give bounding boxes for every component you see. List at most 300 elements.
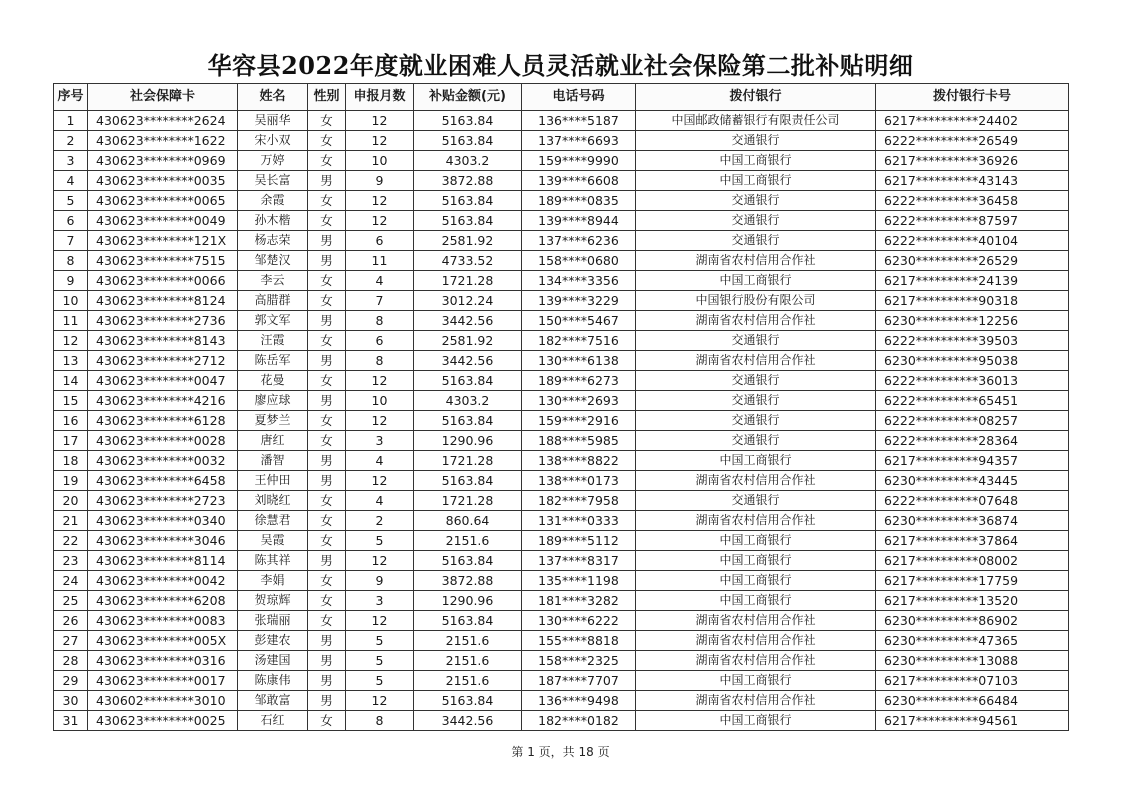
- cell-bank-card: 6230**********12256: [876, 311, 1069, 331]
- cell-social-card: 430623********0028: [88, 431, 238, 451]
- cell-amount: 5163.84: [414, 371, 522, 391]
- cell-phone: 137****8317: [522, 551, 636, 571]
- cell-bank-card: 6222**********36013: [876, 371, 1069, 391]
- cell-bank: 湖南省农村信用合作社: [636, 691, 876, 711]
- cell-phone: 159****9990: [522, 151, 636, 171]
- cell-phone: 159****2916: [522, 411, 636, 431]
- cell-bank: 交通银行: [636, 371, 876, 391]
- cell-months: 4: [346, 271, 414, 291]
- cell-phone: 150****5467: [522, 311, 636, 331]
- cell-bank-card: 6230**********43445: [876, 471, 1069, 491]
- cell-gender: 女: [308, 571, 346, 591]
- table-row: [54, 211, 1069, 231]
- cell-bank-card: 6230**********47365: [876, 631, 1069, 651]
- table-row: [54, 331, 1069, 351]
- cell-bank: 交通银行: [636, 431, 876, 451]
- header-index: 序号: [54, 84, 88, 111]
- header-social-card: 社会保障卡: [88, 84, 238, 111]
- cell-social-card: 430623********0025: [88, 711, 238, 731]
- table-row: [54, 231, 1069, 251]
- cell-amount: 4303.2: [414, 151, 522, 171]
- cell-months: 8: [346, 311, 414, 331]
- cell-name: 吴长富: [238, 171, 308, 191]
- cell-gender: 男: [308, 451, 346, 471]
- cell-name: 邹楚汉: [238, 251, 308, 271]
- cell-amount: 5163.84: [414, 691, 522, 711]
- cell-bank: 交通银行: [636, 411, 876, 431]
- table-row: [54, 571, 1069, 591]
- header-months: 申报月数: [346, 84, 414, 111]
- cell-social-card: 430623********8143: [88, 331, 238, 351]
- cell-index: 11: [54, 311, 88, 331]
- table-row: [54, 711, 1069, 731]
- cell-social-card: 430623********121X: [88, 231, 238, 251]
- cell-index: 9: [54, 271, 88, 291]
- cell-index: 27: [54, 631, 88, 651]
- header-bank: 拨付银行: [636, 84, 876, 111]
- cell-phone: 189****6273: [522, 371, 636, 391]
- cell-bank: 湖南省农村信用合作社: [636, 611, 876, 631]
- cell-months: 12: [346, 691, 414, 711]
- cell-gender: 男: [308, 391, 346, 411]
- table-row: [54, 691, 1069, 711]
- cell-amount: 1721.28: [414, 451, 522, 471]
- cell-amount: 2151.6: [414, 671, 522, 691]
- cell-gender: 男: [308, 171, 346, 191]
- cell-bank-card: 6217**********94357: [876, 451, 1069, 471]
- table-row: [54, 491, 1069, 511]
- cell-bank-card: 6230**********66484: [876, 691, 1069, 711]
- cell-name: 孙木楷: [238, 211, 308, 231]
- cell-social-card: 430623********8124: [88, 291, 238, 311]
- cell-amount: 3012.24: [414, 291, 522, 311]
- cell-gender: 女: [308, 711, 346, 731]
- cell-months: 5: [346, 631, 414, 651]
- cell-name: 张瑞丽: [238, 611, 308, 631]
- cell-index: 1: [54, 111, 88, 131]
- cell-name: 陈其祥: [238, 551, 308, 571]
- cell-index: 14: [54, 371, 88, 391]
- cell-name: 徐慧君: [238, 511, 308, 531]
- table-row: [54, 351, 1069, 371]
- cell-index: 5: [54, 191, 88, 211]
- cell-name: 贺琼辉: [238, 591, 308, 611]
- cell-bank-card: 6217**********13520: [876, 591, 1069, 611]
- cell-amount: 5163.84: [414, 471, 522, 491]
- cell-bank-card: 6230**********95038: [876, 351, 1069, 371]
- cell-bank-card: 6222**********65451: [876, 391, 1069, 411]
- cell-index: 20: [54, 491, 88, 511]
- cell-bank-card: 6222**********39503: [876, 331, 1069, 351]
- cell-amount: 5163.84: [414, 131, 522, 151]
- cell-name: 宋小双: [238, 131, 308, 151]
- table-row: [54, 271, 1069, 291]
- cell-index: 28: [54, 651, 88, 671]
- cell-phone: 135****1198: [522, 571, 636, 591]
- header-gender: 性别: [308, 84, 346, 111]
- table-row: [54, 651, 1069, 671]
- cell-gender: 女: [308, 151, 346, 171]
- cell-gender: 女: [308, 211, 346, 231]
- cell-bank: 中国工商银行: [636, 531, 876, 551]
- cell-amount: 4303.2: [414, 391, 522, 411]
- cell-social-card: 430623********0969: [88, 151, 238, 171]
- cell-social-card: 430623********005X: [88, 631, 238, 651]
- cell-amount: 3442.56: [414, 351, 522, 371]
- cell-social-card: 430602********3010: [88, 691, 238, 711]
- cell-bank: 交通银行: [636, 331, 876, 351]
- table-row: [54, 551, 1069, 571]
- cell-months: 5: [346, 651, 414, 671]
- cell-amount: 1290.96: [414, 591, 522, 611]
- cell-bank: 中国工商银行: [636, 571, 876, 591]
- cell-months: 7: [346, 291, 414, 311]
- cell-bank-card: 6217**********08002: [876, 551, 1069, 571]
- cell-index: 2: [54, 131, 88, 151]
- cell-months: 12: [346, 211, 414, 231]
- cell-name: 廖应球: [238, 391, 308, 411]
- cell-months: 2: [346, 511, 414, 531]
- cell-gender: 女: [308, 431, 346, 451]
- cell-amount: 2151.6: [414, 651, 522, 671]
- cell-bank: 交通银行: [636, 231, 876, 251]
- cell-social-card: 430623********7515: [88, 251, 238, 271]
- cell-months: 8: [346, 711, 414, 731]
- cell-months: 9: [346, 571, 414, 591]
- cell-phone: 181****3282: [522, 591, 636, 611]
- cell-bank: 湖南省农村信用合作社: [636, 251, 876, 271]
- cell-social-card: 430623********0035: [88, 171, 238, 191]
- cell-months: 4: [346, 451, 414, 471]
- cell-bank: 中国银行股份有限公司: [636, 291, 876, 311]
- cell-gender: 女: [308, 331, 346, 351]
- cell-bank-card: 6217**********24139: [876, 271, 1069, 291]
- cell-social-card: 430623********3046: [88, 531, 238, 551]
- cell-social-card: 430623********0065: [88, 191, 238, 211]
- cell-name: 夏梦兰: [238, 411, 308, 431]
- cell-gender: 女: [308, 511, 346, 531]
- cell-bank-card: 6222**********26549: [876, 131, 1069, 151]
- cell-phone: 136****9498: [522, 691, 636, 711]
- cell-index: 16: [54, 411, 88, 431]
- cell-bank: 中国工商银行: [636, 551, 876, 571]
- cell-gender: 男: [308, 691, 346, 711]
- cell-bank-card: 6222**********87597: [876, 211, 1069, 231]
- cell-name: 万婷: [238, 151, 308, 171]
- cell-phone: 189****5112: [522, 531, 636, 551]
- cell-phone: 158****0680: [522, 251, 636, 271]
- cell-social-card: 430623********2736: [88, 311, 238, 331]
- cell-social-card: 430623********6458: [88, 471, 238, 491]
- table-row: [54, 511, 1069, 531]
- cell-social-card: 430623********0340: [88, 511, 238, 531]
- header-bank-card: 拨付银行卡号: [876, 84, 1069, 111]
- cell-index: 19: [54, 471, 88, 491]
- cell-gender: 女: [308, 371, 346, 391]
- header-amount: 补贴金额(元): [414, 84, 522, 111]
- cell-phone: 139****3229: [522, 291, 636, 311]
- cell-bank-card: 6217**********37864: [876, 531, 1069, 551]
- cell-bank: 交通银行: [636, 131, 876, 151]
- cell-name: 花曼: [238, 371, 308, 391]
- cell-amount: 2151.6: [414, 631, 522, 651]
- cell-amount: 2151.6: [414, 531, 522, 551]
- cell-phone: 188****5985: [522, 431, 636, 451]
- cell-months: 5: [346, 531, 414, 551]
- cell-bank: 湖南省农村信用合作社: [636, 311, 876, 331]
- cell-gender: 女: [308, 191, 346, 211]
- cell-months: 6: [346, 231, 414, 251]
- cell-bank: 湖南省农村信用合作社: [636, 511, 876, 531]
- table-row: [54, 631, 1069, 651]
- cell-social-card: 430623********0316: [88, 651, 238, 671]
- cell-social-card: 430623********0049: [88, 211, 238, 231]
- cell-gender: 男: [308, 251, 346, 271]
- cell-phone: 136****5187: [522, 111, 636, 131]
- cell-gender: 女: [308, 531, 346, 551]
- cell-name: 余霞: [238, 191, 308, 211]
- document-title: 华容县2022年度就业困难人员灵活就业社会保险第二批补贴明细: [207, 51, 914, 80]
- cell-phone: 134****3356: [522, 271, 636, 291]
- header-name: 姓名: [238, 84, 308, 111]
- cell-gender: 男: [308, 551, 346, 571]
- cell-index: 18: [54, 451, 88, 471]
- cell-phone: 138****0173: [522, 471, 636, 491]
- cell-bank: 湖南省农村信用合作社: [636, 631, 876, 651]
- cell-phone: 130****6222: [522, 611, 636, 631]
- cell-gender: 女: [308, 291, 346, 311]
- cell-bank: 中国工商银行: [636, 711, 876, 731]
- cell-index: 3: [54, 151, 88, 171]
- table-row: [54, 671, 1069, 691]
- cell-name: 王仲田: [238, 471, 308, 491]
- cell-social-card: 430623********8114: [88, 551, 238, 571]
- cell-index: 8: [54, 251, 88, 271]
- cell-months: 12: [346, 551, 414, 571]
- cell-bank: 湖南省农村信用合作社: [636, 471, 876, 491]
- table-row: [54, 371, 1069, 391]
- cell-index: 4: [54, 171, 88, 191]
- cell-amount: 5163.84: [414, 111, 522, 131]
- cell-gender: 男: [308, 231, 346, 251]
- cell-name: 唐红: [238, 431, 308, 451]
- cell-phone: 137****6693: [522, 131, 636, 151]
- table-row: [54, 611, 1069, 631]
- cell-bank: 中国工商银行: [636, 151, 876, 171]
- cell-bank-card: 6217**********43143: [876, 171, 1069, 191]
- cell-bank: 中国工商银行: [636, 171, 876, 191]
- cell-index: 6: [54, 211, 88, 231]
- cell-gender: 女: [308, 271, 346, 291]
- table-row: [54, 451, 1069, 471]
- cell-bank: 中国工商银行: [636, 451, 876, 471]
- cell-months: 10: [346, 391, 414, 411]
- cell-name: 汪霞: [238, 331, 308, 351]
- cell-months: 11: [346, 251, 414, 271]
- cell-months: 8: [346, 351, 414, 371]
- cell-name: 杨志荣: [238, 231, 308, 251]
- cell-months: 12: [346, 611, 414, 631]
- cell-amount: 1721.28: [414, 271, 522, 291]
- cell-index: 29: [54, 671, 88, 691]
- cell-social-card: 430623********2723: [88, 491, 238, 511]
- cell-bank-card: 6217**********94561: [876, 711, 1069, 731]
- cell-name: 潘智: [238, 451, 308, 471]
- cell-social-card: 430623********2624: [88, 111, 238, 131]
- cell-phone: 182****7958: [522, 491, 636, 511]
- cell-gender: 男: [308, 351, 346, 371]
- table-row: [54, 531, 1069, 551]
- cell-gender: 女: [308, 591, 346, 611]
- table-row: [54, 431, 1069, 451]
- cell-amount: 5163.84: [414, 411, 522, 431]
- cell-phone: 182****7516: [522, 331, 636, 351]
- cell-phone: 155****8818: [522, 631, 636, 651]
- table-row: [54, 151, 1069, 171]
- table-row: [54, 311, 1069, 331]
- table-header-row: [54, 84, 1069, 111]
- cell-amount: 5163.84: [414, 191, 522, 211]
- cell-bank: 中国工商银行: [636, 671, 876, 691]
- cell-amount: 3442.56: [414, 311, 522, 331]
- cell-bank-card: 6222**********40104: [876, 231, 1069, 251]
- cell-social-card: 430623********4216: [88, 391, 238, 411]
- table-row: [54, 471, 1069, 491]
- cell-months: 9: [346, 171, 414, 191]
- cell-bank-card: 6217**********24402: [876, 111, 1069, 131]
- cell-phone: 137****6236: [522, 231, 636, 251]
- cell-social-card: 430623********0083: [88, 611, 238, 631]
- table-row: [54, 191, 1069, 211]
- header-phone: 电话号码: [522, 84, 636, 111]
- cell-index: 15: [54, 391, 88, 411]
- cell-amount: 3872.88: [414, 171, 522, 191]
- table-row: [54, 391, 1069, 411]
- cell-name: 刘晓红: [238, 491, 308, 511]
- cell-gender: 女: [308, 411, 346, 431]
- cell-social-card: 430623********0032: [88, 451, 238, 471]
- cell-months: 12: [346, 111, 414, 131]
- cell-phone: 139****8944: [522, 211, 636, 231]
- cell-bank: 交通银行: [636, 211, 876, 231]
- cell-months: 10: [346, 151, 414, 171]
- cell-name: 吴霞: [238, 531, 308, 551]
- cell-name: 陈康伟: [238, 671, 308, 691]
- cell-index: 30: [54, 691, 88, 711]
- cell-gender: 男: [308, 671, 346, 691]
- table-row: [54, 171, 1069, 191]
- cell-name: 邹敢富: [238, 691, 308, 711]
- cell-months: 3: [346, 431, 414, 451]
- cell-gender: 男: [308, 471, 346, 491]
- cell-amount: 860.64: [414, 511, 522, 531]
- cell-social-card: 430623********0017: [88, 671, 238, 691]
- cell-bank-card: 6222**********08257: [876, 411, 1069, 431]
- cell-amount: 5163.84: [414, 611, 522, 631]
- cell-bank-card: 6230**********26529: [876, 251, 1069, 271]
- cell-gender: 男: [308, 311, 346, 331]
- cell-name: 李娟: [238, 571, 308, 591]
- cell-phone: 182****0182: [522, 711, 636, 731]
- cell-social-card: 430623********0066: [88, 271, 238, 291]
- cell-gender: 男: [308, 651, 346, 671]
- cell-bank: 中国工商银行: [636, 271, 876, 291]
- cell-social-card: 430623********6208: [88, 591, 238, 611]
- cell-amount: 2581.92: [414, 331, 522, 351]
- cell-months: 12: [346, 131, 414, 151]
- cell-index: 21: [54, 511, 88, 531]
- cell-phone: 130****2693: [522, 391, 636, 411]
- cell-months: 4: [346, 491, 414, 511]
- cell-months: 12: [346, 371, 414, 391]
- cell-social-card: 430623********1622: [88, 131, 238, 151]
- cell-bank-card: 6217**********36926: [876, 151, 1069, 171]
- cell-index: 13: [54, 351, 88, 371]
- cell-index: 31: [54, 711, 88, 731]
- cell-bank-card: 6222**********07648: [876, 491, 1069, 511]
- table-body: [54, 111, 1069, 731]
- cell-months: 6: [346, 331, 414, 351]
- cell-index: 7: [54, 231, 88, 251]
- cell-months: 12: [346, 471, 414, 491]
- table-row: [54, 111, 1069, 131]
- cell-social-card: 430623********2712: [88, 351, 238, 371]
- cell-index: 22: [54, 531, 88, 551]
- cell-gender: 女: [308, 111, 346, 131]
- cell-bank: 交通银行: [636, 491, 876, 511]
- cell-index: 26: [54, 611, 88, 631]
- cell-phone: 139****6608: [522, 171, 636, 191]
- cell-name: 彭建农: [238, 631, 308, 651]
- cell-bank: 湖南省农村信用合作社: [636, 651, 876, 671]
- cell-bank: 湖南省农村信用合作社: [636, 351, 876, 371]
- cell-bank-card: 6230**********86902: [876, 611, 1069, 631]
- cell-bank: 中国邮政储蓄银行有限责任公司: [636, 111, 876, 131]
- cell-name: 高腊群: [238, 291, 308, 311]
- table-row: [54, 291, 1069, 311]
- cell-amount: 3872.88: [414, 571, 522, 591]
- cell-amount: 2581.92: [414, 231, 522, 251]
- subsidy-table: [53, 83, 1069, 731]
- cell-months: 5: [346, 671, 414, 691]
- cell-months: 12: [346, 191, 414, 211]
- cell-social-card: 430623********6128: [88, 411, 238, 431]
- table-row: [54, 411, 1069, 431]
- cell-social-card: 430623********0047: [88, 371, 238, 391]
- cell-index: 12: [54, 331, 88, 351]
- cell-bank-card: 6230**********36874: [876, 511, 1069, 531]
- cell-bank-card: 6222**********28364: [876, 431, 1069, 451]
- cell-gender: 男: [308, 631, 346, 651]
- cell-bank-card: 6222**********36458: [876, 191, 1069, 211]
- cell-index: 10: [54, 291, 88, 311]
- cell-name: 李云: [238, 271, 308, 291]
- cell-bank: 交通银行: [636, 191, 876, 211]
- cell-phone: 130****6138: [522, 351, 636, 371]
- cell-amount: 5163.84: [414, 551, 522, 571]
- cell-name: 郭文军: [238, 311, 308, 331]
- cell-phone: 131****0333: [522, 511, 636, 531]
- cell-phone: 189****0835: [522, 191, 636, 211]
- cell-index: 17: [54, 431, 88, 451]
- table-row: [54, 131, 1069, 151]
- cell-months: 3: [346, 591, 414, 611]
- cell-amount: 1290.96: [414, 431, 522, 451]
- cell-index: 25: [54, 591, 88, 611]
- cell-bank-card: 6230**********13088: [876, 651, 1069, 671]
- cell-gender: 女: [308, 491, 346, 511]
- cell-months: 12: [346, 411, 414, 431]
